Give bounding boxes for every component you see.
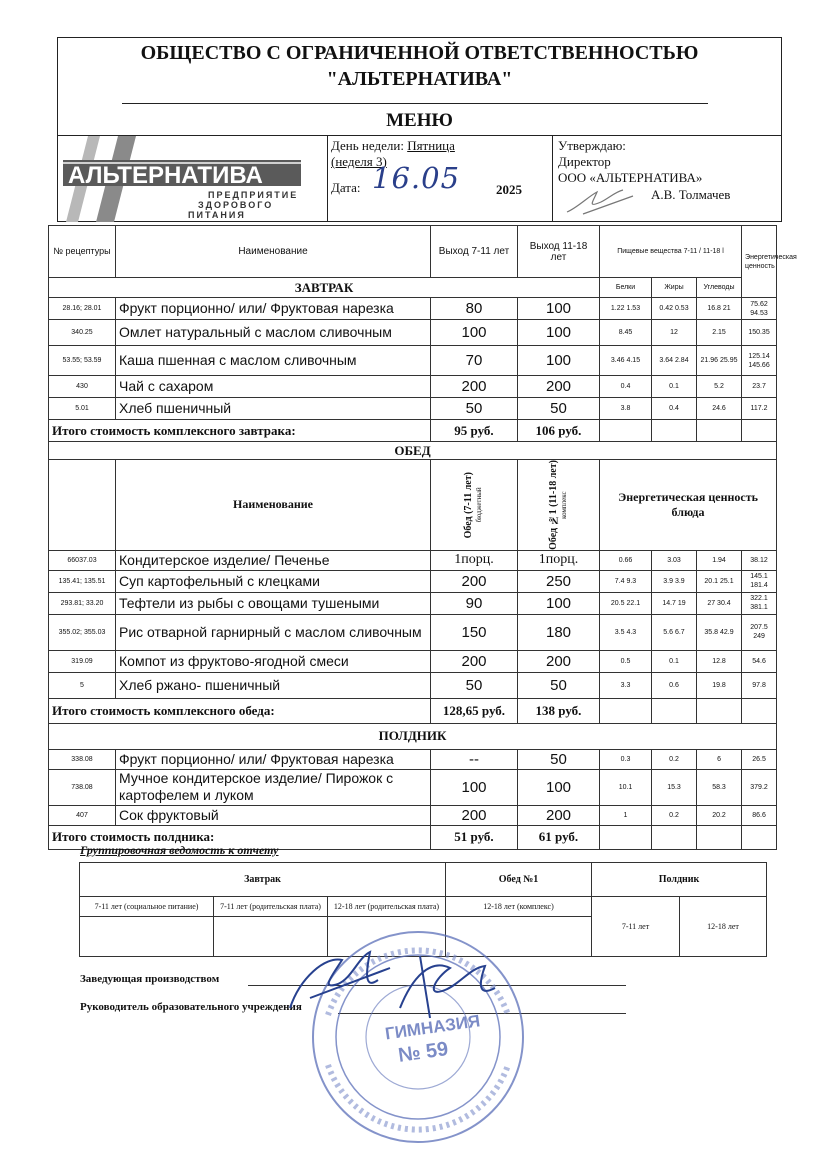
header-rule	[122, 103, 708, 104]
snack-total-7-11: 51 руб.	[431, 825, 518, 849]
carbs-header: Углеводы	[697, 278, 742, 298]
svg-text:ГИМНАЗИЯ: ГИМНАЗИЯ	[383, 1011, 482, 1044]
day-info: День недели: Пятница (неделя 3) Дата: 16.05 2025	[328, 136, 553, 222]
recipe-no-header: № рецептуры	[49, 226, 116, 278]
energy-header: Энергетическая ценность	[742, 226, 777, 298]
name-header: Наименование	[116, 226, 431, 278]
output-11-18-header: Выход 11-18 лет	[518, 226, 600, 278]
table-row: 355.02; 355.03 Рис отварной гарнирный с маслом сливочным 150 180 3.5 4.3 5.6 6.7 35.8 42.9 207.5 249	[49, 614, 777, 650]
date-handwritten: 16.05	[372, 161, 461, 195]
table-row: 53.55; 53.59 Каша пшенная с маслом сливочным 70 100 3.46 4.15 3.64 2.84 21.96 25.95 125.14 145.66	[49, 346, 777, 376]
snack-total-row: Итого стоимость полдника: 51 руб. 61 руб.	[49, 825, 777, 849]
director-signature-icon	[563, 186, 643, 216]
grouping-table: Завтрак Обед №1 Полдник 7-11 лет (социальное питание) 7-11 лет (родительская плата) 12-18 лет (родительская плата) 12-18 лет (комплекс) 7-11 лет 12-18 лет	[79, 862, 767, 957]
dish-name: Сок фруктовый	[116, 805, 431, 825]
protein-header: Белки	[600, 278, 652, 298]
dish-name: Омлет натуральный с маслом сливочным	[116, 320, 431, 346]
grp-lunch: Обед №1	[446, 863, 592, 897]
snack-total-11-18: 61 руб.	[518, 825, 600, 849]
table-row: 738.08 Мучное кондитерское изделие/ Пирожок с картофелем и луком 100 100 10.1 15.3 58.3 379.2	[49, 769, 777, 805]
grouping-title: Группировочная ведомость к отчету	[80, 843, 279, 857]
head-production-label: Заведующая производством	[80, 973, 220, 985]
dish-name: Хлеб пшеничный	[116, 398, 431, 420]
menu-table	[48, 225, 797, 850]
lunch-col-a-header: Обед (7-11 лет) бюджетный	[431, 460, 518, 551]
breakfast-total-11-18: 106 руб.	[518, 420, 600, 442]
dish-name: Фрукт порционно/ или/ Фруктовая нарезка	[116, 749, 431, 769]
svg-text:ЗДОРОВОГО: ЗДОРОВОГО	[198, 200, 274, 210]
table-row: 430 Чай с сахаром 200 200 0.4 0.1 5.2 23.7	[49, 376, 777, 398]
date-label: Дата:	[331, 180, 361, 195]
lunch-total-7-11: 128,65 руб.	[431, 698, 518, 723]
logo-icon	[58, 136, 326, 222]
svg-text:№ 59: № 59	[396, 1038, 450, 1067]
year: 2025	[496, 182, 522, 197]
dish-name: Компот из фруктово-ягодной смеси	[116, 650, 431, 672]
table-row: 293.81; 33.20 Тефтели из рыбы с овощами тушеными 90 100 20.5 22.1 14.7 19 27 30.4 322.1 381.1	[49, 592, 777, 614]
menu-title: МЕНЮ	[386, 110, 453, 131]
svg-text:ПРЕДПРИЯТИЕ: ПРЕДПРИЯТИЕ	[208, 190, 299, 200]
company-logo	[58, 136, 328, 222]
section-row	[49, 442, 777, 460]
table-row: 66037.03 Кондитерское изделие/ Печенье 1порц. 1порц. 0.66 3.03 1.94 38.12	[49, 550, 777, 570]
table-row: 5 Хлеб ржано- пшеничный 50 50 3.3 0.6 19.8 97.8	[49, 672, 777, 698]
table-row: 135.41; 135.51 Суп картофельный с клецками 200 250 7.4 9.3 3.9 3.9 20.1 25.1 145.1 181.4	[49, 570, 777, 592]
document-header	[57, 37, 782, 222]
dish-name: Фрукт порционно/ или/ Фруктовая нарезка	[116, 298, 431, 320]
dish-name: Рис отварной гарнирный с маслом сливочным	[116, 614, 431, 650]
table-row: 340.25 Омлет натуральный с маслом сливочным 100 100 8.45 12 2.15 150.35	[49, 320, 777, 346]
breakfast-total-7-11: 95 руб.	[431, 420, 518, 442]
table-row: 407 Сок фруктовый 200 200 1 0.2 20.2 86.6	[49, 805, 777, 825]
dish-name: Мучное кондитерское изделие/ Пирожок с картофелем и луком	[116, 769, 431, 805]
lunch-total-11-18: 138 руб.	[518, 698, 600, 723]
dish-name: Хлеб ржано- пшеничный	[116, 672, 431, 698]
lunch-header-row	[49, 460, 777, 551]
lunch-title: ОБЕД	[49, 442, 777, 460]
table-row: 5.01 Хлеб пшеничный 50 50 3.8 0.4 24.6 117.2	[49, 398, 777, 420]
output-7-11-header: Выход 7-11 лет	[431, 226, 518, 278]
head-institution-label: Руководитель образовательного учреждения	[80, 1001, 302, 1013]
lunch-col-b-header: Обед №1 (11-18 лет) комплекс	[518, 460, 600, 551]
dish-name: Суп картофельный с клецками	[116, 570, 431, 592]
snack-title: ПОЛДНИК	[49, 723, 777, 749]
director-name: А.В. Толмачев	[651, 187, 731, 202]
svg-text:ПИТАНИЯ: ПИТАНИЯ	[188, 210, 246, 220]
lunch-energy-header: Энергетическая ценность блюда	[600, 460, 777, 551]
table-row: 338.08 Фрукт порционно/ или/ Фруктовая нарезка -- 50 0.3 0.2 6 26.5	[49, 749, 777, 769]
table-row: 28.16; 28.01 Фрукт порционно/ или/ Фруктовая нарезка 80 100 1.22 1.53 0.42 0.53 16.8 21 75.62 94.53	[49, 298, 777, 320]
table-header-row	[49, 226, 777, 278]
organization-name: ОБЩЕСТВО С ОГРАНИЧЕННОЙ ОТВЕТСТВЕННОСТЬЮ "АЛЬТЕРНАТИВА"	[140, 42, 699, 90]
week-value: (неделя 3)	[331, 154, 387, 169]
header-info-row	[58, 135, 781, 222]
svg-text:АЛЬТЕРНАТИВА: АЛЬТЕРНАТИВА	[68, 162, 263, 189]
lunch-total-row: Итого стоимость комплексного обеда: 128,65 руб. 138 руб.	[49, 698, 777, 723]
day-value: Пятница	[407, 138, 455, 153]
fat-header: Жиры	[652, 278, 697, 298]
dish-name: Каша пшенная с маслом сливочным	[116, 346, 431, 376]
breakfast-total-row: Итого стоимость комплексного завтрака: 95 руб. 106 руб.	[49, 420, 777, 442]
dish-name: Чай с сахаром	[116, 376, 431, 398]
breakfast-title: ЗАВТРАК	[49, 278, 600, 298]
grp-breakfast: Завтрак	[80, 863, 446, 897]
nutrients-header: Пищевые вещества 7-11 / 11-18 l	[600, 226, 742, 278]
lunch-name-header: Наименование	[116, 460, 431, 551]
signatures-icon	[280, 938, 510, 1023]
dish-name: Тефтели из рыбы с овощами тушеными	[116, 592, 431, 614]
approval-block: Утверждаю: Директор ООО «АЛЬТЕРНАТИВА» А.В. Толмачев	[553, 136, 781, 222]
grp-snack: Полдник	[592, 863, 767, 897]
table-row: 319.09 Компот из фруктово-ягодной смеси 200 200 0.5 0.1 12.8 54.6	[49, 650, 777, 672]
section-row	[49, 723, 777, 749]
section-row	[49, 278, 777, 298]
dish-name: Кондитерское изделие/ Печенье	[116, 550, 431, 570]
